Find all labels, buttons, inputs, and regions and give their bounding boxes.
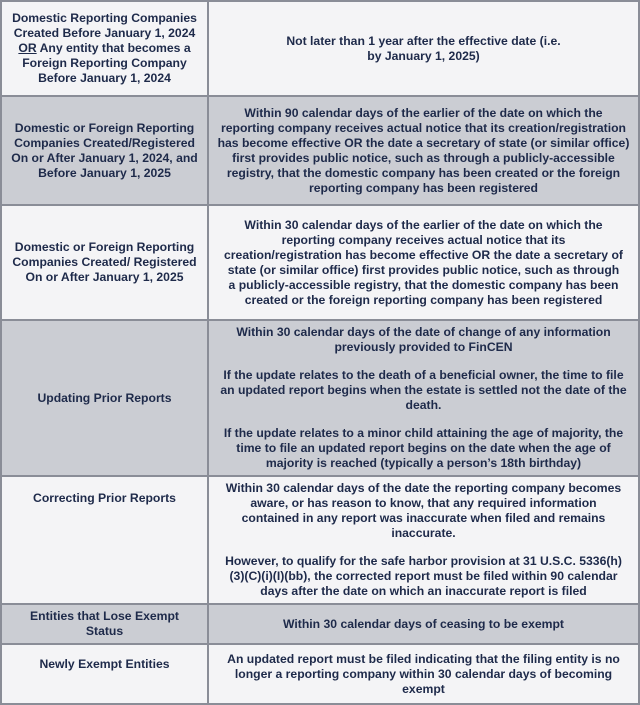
category-cell [1, 320, 208, 476]
deadline-text: Not later than 1 year after the effective date (i.e. by January 1, 2025) [286, 33, 561, 63]
deadline-text: Within 30 calendar days of the date of change of any information previously provided to FinCEN [236, 325, 611, 354]
category-cell [1, 205, 208, 320]
category-text: Domestic or Foreign Reporting Companies Created/ Registered On or After January 1, 2025 [12, 240, 197, 284]
deadline-text: An updated report must be filed indicating that the filing entity is no longer a reporting company within 30 calendar days of becoming exempt [227, 651, 620, 696]
table-row [1, 604, 639, 644]
category-text [10, 11, 199, 86]
table-row [1, 320, 639, 476]
category-cell [1, 604, 208, 644]
category-text: Updating Prior Reports [37, 390, 172, 405]
category-line: Domestic Reporting Companies [12, 11, 197, 25]
deadline-cell [208, 96, 639, 205]
category-text: Newly Exempt Entities [39, 657, 170, 671]
or-emphasis: OR [18, 41, 37, 55]
deadline-cell [208, 205, 639, 320]
deadline-cell [208, 476, 639, 604]
deadline-text: Within 30 calendar days of the date the reporting company becomes aware, or has reason to know, that any required information contained in any report was inaccurate when filed and remains inaccurate. [225, 481, 622, 540]
category-cell [1, 96, 208, 205]
category-cell [1, 644, 208, 704]
deadline-text: However, to qualify for the safe harbor provision at 31 U.S.C. 5336(h)(3)(C)(i)(I)(bb), the corrected report must be filed within 90 calendar days after the date on which an inaccurate report is filed [225, 554, 622, 598]
table-row [1, 205, 639, 320]
table-row [1, 96, 639, 205]
table-row [1, 1, 639, 96]
deadline-cell [208, 320, 639, 476]
table-row [1, 476, 639, 604]
category-text: Domestic or Foreign Reporting Companies Created/Registered On or After January 1, 2024, and Before January 1, 2025 [11, 120, 198, 180]
category-text: Entities that Lose Exempt Status [30, 609, 179, 638]
deadline-text: Within 90 calendar days of the earlier of the date on which the reporting company receives actual notice that its creation/registration has become effective OR the date a secretary of state (or similar office) first provides public notice, such as through a publicly-accessible registry, that the domestic company has been created or the foreign reporting company has been registered [217, 105, 630, 195]
deadline-cell [208, 644, 639, 704]
table-row [1, 644, 639, 704]
deadline-cell [208, 1, 639, 96]
deadline-text: If the update relates to a minor child attaining the age of majority, the time to file an updated report begins on the date when the age of majority is reached (typically a person’s 18th birthday) [223, 426, 624, 470]
category-line: Any entity that becomes a Foreign Reporting Company Before January 1, 2024 [22, 41, 191, 85]
category-line: Created Before January 1, 2024 [13, 26, 196, 40]
deadline-text: If the update relates to the death of a beneficial owner, the time to file an updated report begins when the estate is settled not the date of the death. [220, 368, 627, 412]
category-cell [1, 1, 208, 96]
category-cell [1, 476, 208, 604]
deadline-text: Within 30 calendar days of ceasing to be exempt [283, 616, 564, 631]
deadline-cell [208, 604, 639, 644]
category-text: Correcting Prior Reports [33, 491, 176, 505]
deadline-text: Within 30 calendar days of the earlier of the date on which the reporting company receives actual notice that its creation/registration has become effective OR the date a secretary of state (or similar office) first provides public notice, such as through a publicly-accessible registry, that the domestic company has been created or the foreign reporting company has been registered [224, 217, 623, 307]
